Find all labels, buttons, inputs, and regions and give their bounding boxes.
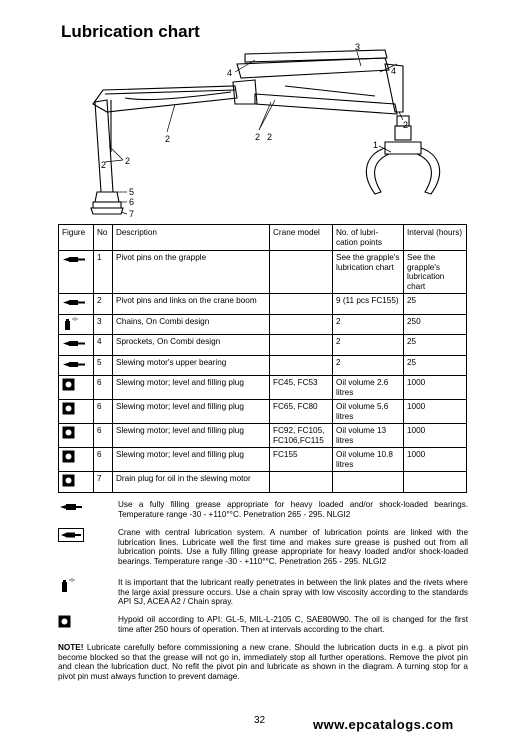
diagram-label: 4 bbox=[391, 66, 397, 76]
legend-text: Use a fully filling grease appropriate for heavy loaded and/or shock-loaded bearings. Temperature range -30 - +110°°C. Penetration 265 - 295. NLGI2 bbox=[118, 500, 468, 519]
interval-cell: 25 bbox=[404, 335, 467, 356]
no-cell: 5 bbox=[94, 355, 113, 376]
crane-model-cell: FC155 bbox=[270, 448, 333, 472]
crane-diagram bbox=[85, 42, 445, 222]
oil-can-icon bbox=[58, 615, 84, 629]
diagram-label: 2 bbox=[255, 132, 261, 142]
lubrication-points-cell: Oil volume 2.6 litres bbox=[333, 376, 404, 400]
legend-text: It is important that the lubricant really penetrates in between the link plates and the rivets where the large axial pressure occurs. Use a chain spray with low viscosity according to the standards API SJ, ACEA A2 / Chain spray. bbox=[118, 578, 468, 607]
page-number: 32 bbox=[254, 715, 266, 726]
diagram-label: 2 bbox=[267, 132, 273, 142]
diagram-label: 5 bbox=[129, 187, 135, 197]
description-cell: Drain plug for oil in the slewing motor bbox=[113, 472, 270, 493]
grease-gun-icon bbox=[62, 337, 86, 350]
table-row bbox=[59, 376, 467, 400]
table-row bbox=[59, 448, 467, 472]
diagram-label: 6 bbox=[129, 197, 135, 207]
grease-gun-icon bbox=[62, 253, 86, 266]
table-row bbox=[59, 251, 467, 294]
figure-cell bbox=[59, 424, 94, 448]
header-interval: Interval (hours) bbox=[404, 225, 467, 251]
lubrication-points-cell: Oil volume 5.6 litres bbox=[333, 400, 404, 424]
header-lubrication-points: No. of lubri-cation points bbox=[333, 225, 404, 251]
legend-item bbox=[58, 615, 468, 634]
diagram-label: 7 bbox=[129, 209, 135, 219]
interval-cell: 1000 bbox=[404, 400, 467, 424]
no-cell: 6 bbox=[94, 448, 113, 472]
no-cell: 6 bbox=[94, 424, 113, 448]
lubrication-points-cell: See the grapple's lubrication chart bbox=[333, 251, 404, 294]
oil-can-icon bbox=[62, 402, 86, 415]
crane-model-cell: FC65, FC80 bbox=[270, 400, 333, 424]
grease-gun-icon bbox=[58, 500, 84, 514]
interval-cell: 25 bbox=[404, 355, 467, 376]
legend-item bbox=[58, 500, 468, 519]
crane-model-cell bbox=[270, 355, 333, 376]
description-cell: Pivot pins on the grapple bbox=[113, 251, 270, 294]
note-paragraph bbox=[58, 643, 468, 681]
no-cell: 1 bbox=[94, 251, 113, 294]
crane-model-cell: FC45, FC53 bbox=[270, 376, 333, 400]
lubrication-points-cell: 2 bbox=[333, 355, 404, 376]
interval-cell: See the grapple's lubrication chart bbox=[404, 251, 467, 294]
no-cell: 2 bbox=[94, 294, 113, 315]
page-title: Lubrication chart bbox=[61, 22, 200, 41]
header-description: Description bbox=[113, 225, 270, 251]
figure-cell bbox=[59, 251, 94, 294]
crane-model-cell: FC92, FC105, FC106,FC115 bbox=[270, 424, 333, 448]
figure-cell bbox=[59, 355, 94, 376]
central-lubrication-icon bbox=[58, 528, 84, 542]
note-label: NOTE! bbox=[58, 643, 84, 652]
description-cell: Slewing motor; level and filling plug bbox=[113, 448, 270, 472]
lubrication-points-cell bbox=[333, 472, 404, 493]
lubrication-table bbox=[58, 224, 467, 493]
figure-cell bbox=[59, 294, 94, 315]
no-cell: 3 bbox=[94, 314, 113, 335]
interval-cell: 1000 bbox=[404, 448, 467, 472]
watermark: www.epcatalogs.com bbox=[313, 717, 454, 732]
figure-cell bbox=[59, 400, 94, 424]
interval-cell: 1000 bbox=[404, 376, 467, 400]
figure-cell bbox=[59, 376, 94, 400]
header-no: No bbox=[94, 225, 113, 251]
lubrication-points-cell: 2 bbox=[333, 335, 404, 356]
description-cell: Sprockets, On Combi design bbox=[113, 335, 270, 356]
lubrication-points-cell: Oil volume 10.8 litres bbox=[333, 448, 404, 472]
lubrication-points-cell: Oil volume 13 litres bbox=[333, 424, 404, 448]
diagram-label: 1 bbox=[373, 140, 379, 150]
table-row bbox=[59, 335, 467, 356]
crane-model-cell bbox=[270, 314, 333, 335]
diagram-label: 2 bbox=[165, 134, 171, 144]
oil-can-icon bbox=[62, 474, 86, 487]
spray-can-icon bbox=[58, 578, 84, 592]
no-cell: 4 bbox=[94, 335, 113, 356]
description-cell: Chains, On Combi design bbox=[113, 314, 270, 335]
interval-cell: 1000 bbox=[404, 424, 467, 448]
description-cell: Slewing motor; level and filling plug bbox=[113, 400, 270, 424]
interval-cell bbox=[404, 472, 467, 493]
table-row bbox=[59, 314, 467, 335]
oil-can-icon bbox=[62, 378, 86, 391]
no-cell: 6 bbox=[94, 376, 113, 400]
oil-can-icon bbox=[62, 426, 86, 439]
interval-cell: 25 bbox=[404, 294, 467, 315]
crane-model-cell bbox=[270, 335, 333, 356]
table-row bbox=[59, 472, 467, 493]
description-cell: Slewing motor's upper bearing bbox=[113, 355, 270, 376]
legend-item bbox=[58, 528, 468, 566]
diagram-label: 4 bbox=[227, 68, 233, 78]
legend-text: Hypoid oil according to API: GL-5, MIL-L-2105 C, SAE80W90. The oil is changed for the first time after 250 hours of operation. Then at intervals according to the chart. bbox=[118, 615, 468, 634]
figure-cell bbox=[59, 314, 94, 335]
diagram-label: 2 bbox=[125, 156, 131, 166]
lubrication-points-cell: 2 bbox=[333, 314, 404, 335]
note-text: Lubricate carefully before commissioning a new crane. Should the lubrication ducts in e.g. a pivot pin become blocked so that the grease will not go in, immediately stop all further operations. Remove the pivot pin and clean the lubrication duct. No refit the pivot pin and lubricate as shown in the diagram. A turning stop for a pivot pin must always function to prevent damage. bbox=[58, 643, 468, 681]
description-cell: Pivot pins and links on the crane boom bbox=[113, 294, 270, 315]
figure-cell bbox=[59, 472, 94, 493]
table-row bbox=[59, 355, 467, 376]
diagram-label: 3 bbox=[355, 42, 361, 52]
diagram-label: 2 bbox=[403, 120, 409, 130]
header-figure: Figure bbox=[59, 225, 94, 251]
no-cell: 7 bbox=[94, 472, 113, 493]
description-cell: Slewing motor; level and filling plug bbox=[113, 424, 270, 448]
lubrication-points-cell: 9 (11 pcs FC155) bbox=[333, 294, 404, 315]
table-header-row bbox=[59, 225, 467, 251]
grease-gun-icon bbox=[62, 296, 86, 309]
crane-model-cell bbox=[270, 251, 333, 294]
no-cell: 6 bbox=[94, 400, 113, 424]
table-row bbox=[59, 294, 467, 315]
description-cell: Slewing motor; level and filling plug bbox=[113, 376, 270, 400]
oil-can-icon bbox=[62, 450, 86, 463]
grease-gun-icon bbox=[62, 358, 86, 371]
interval-cell: 250 bbox=[404, 314, 467, 335]
legend-text: Crane with central lubrication system. A number of lubrication points are linked with the lubrication lines. Lubricate well the first time and makes sure grease is pushed out from all lubrication points. Use a fully filling grease appropriate for heavy loaded and/or shock-loaded bearings. Temperature range -30 - +110°°C. Penetration 265 - 295. NLGI2 bbox=[118, 528, 468, 566]
figure-cell bbox=[59, 448, 94, 472]
legend-item bbox=[58, 578, 468, 607]
table-row bbox=[59, 400, 467, 424]
crane-model-cell bbox=[270, 472, 333, 493]
crane-model-cell bbox=[270, 294, 333, 315]
diagram-label: 2 bbox=[101, 160, 107, 170]
table-row bbox=[59, 424, 467, 448]
spray-can-icon bbox=[62, 317, 86, 330]
header-crane-model: Crane model bbox=[270, 225, 333, 251]
figure-cell bbox=[59, 335, 94, 356]
